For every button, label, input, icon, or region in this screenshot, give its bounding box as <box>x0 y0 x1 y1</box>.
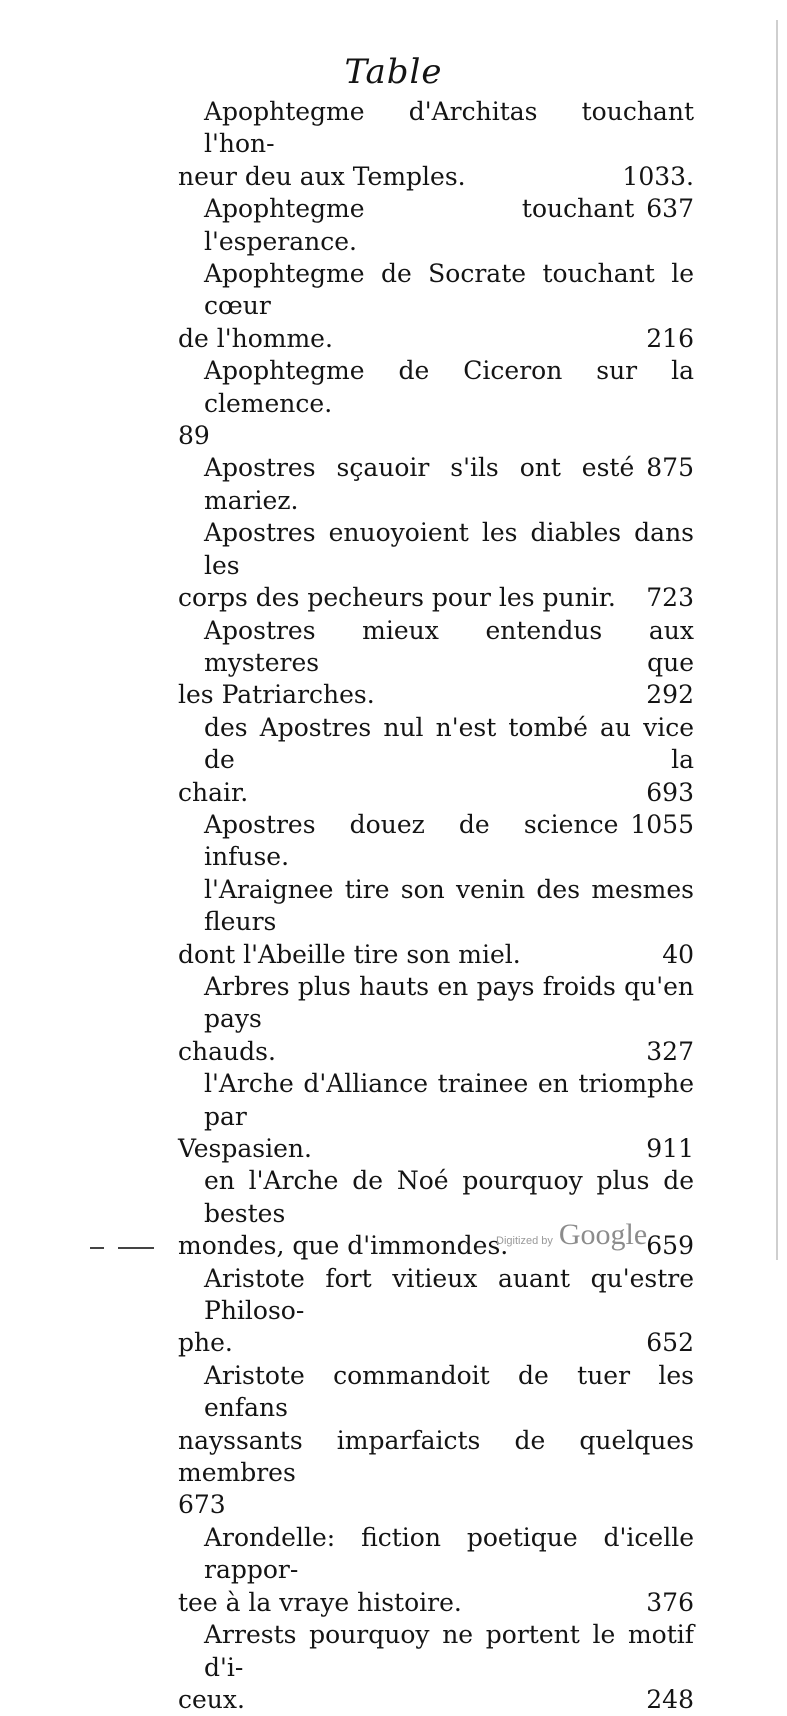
entry-text: Arrests pourquoy ne portent le motif d'i- <box>204 1620 694 1682</box>
page-number: 693 <box>646 777 694 807</box>
page-number: 659 <box>646 1231 694 1261</box>
index-entry <box>178 1263 694 1360</box>
page-number: 376 <box>646 1587 694 1617</box>
page-number: 40 <box>662 939 694 969</box>
index-entry <box>178 971 694 1068</box>
page-number: 1033. <box>622 161 694 191</box>
index-entry <box>178 1522 694 1619</box>
digitization-watermark <box>496 1218 647 1252</box>
entry-text: Apostres mieux entendus aux mysteres que <box>204 615 694 677</box>
page-number: 292 <box>646 680 694 710</box>
entry-text: mondes, que d'immondes. <box>178 1231 509 1261</box>
index-entry <box>178 1360 694 1522</box>
google-logo: Google <box>558 1218 648 1251</box>
index-entries <box>178 96 694 1716</box>
page-number: 723 <box>646 583 694 613</box>
index-entry <box>178 1619 694 1716</box>
index-entry <box>178 615 694 712</box>
entry-text: de l'homme. <box>178 323 333 353</box>
entry-text: neur deu aux Temples. <box>178 161 466 191</box>
entry-text: Apostres douez de science infuse. <box>204 809 619 872</box>
footer-rule-short <box>90 1247 104 1249</box>
entry-text: Apophtegme de Socrate touchant le cœur <box>204 259 694 321</box>
entry-text: l'Arche d'Alliance trainee en triomphe par <box>204 1069 694 1131</box>
entry-text: Aristote fort vitieux auant qu'estre Philoso- <box>204 1263 694 1326</box>
entry-text: chauds. <box>178 1036 276 1066</box>
entry-text: Apostres sçauoir s'ils ont esté mariez. <box>204 453 635 515</box>
entry-text: phe. <box>178 1328 233 1358</box>
page-number: 875 <box>646 453 694 483</box>
entry-text: Arondelle: fiction poetique d'icelle rappor- <box>204 1522 694 1585</box>
entry-text: corps des pecheurs pour les punir. <box>178 583 616 613</box>
entry-text: Apophtegme d'Architas touchant l'hon- <box>204 97 694 159</box>
index-entry <box>178 193 694 258</box>
watermark-prefix: Digitized by <box>496 1235 553 1247</box>
footer-rule <box>118 1247 154 1249</box>
entry-text: Apostres enuoyoient les diables dans les <box>204 518 694 580</box>
page-number: 216 <box>646 323 694 353</box>
index-entry <box>178 712 694 809</box>
index-entry <box>178 517 694 614</box>
entry-text: tee à la vraye histoire. <box>178 1587 462 1617</box>
entry-text: chair. <box>178 777 249 807</box>
running-head: Table <box>344 52 443 92</box>
index-entry <box>178 258 694 355</box>
gutter-mark <box>776 20 778 1260</box>
page-number: 327 <box>646 1036 694 1066</box>
page-number: 673 <box>178 1490 226 1520</box>
entry-text: en l'Arche de Noé pourquoy plus de bestes <box>204 1166 694 1228</box>
page-number: 637 <box>646 194 694 224</box>
page-number: 652 <box>646 1328 694 1358</box>
entry-text: Arbres plus hauts en pays froids qu'en pays <box>204 971 694 1034</box>
index-entry <box>178 355 694 452</box>
entry-text: l'Araignee tire son venin des mesmes fleurs <box>204 874 694 937</box>
index-entry <box>178 1068 694 1165</box>
entry-text: ceux. <box>178 1684 245 1714</box>
page-number: 248 <box>646 1684 694 1714</box>
entry-text: Vespasien. <box>178 1134 312 1163</box>
index-entry <box>178 874 694 971</box>
page-number: 89 <box>178 421 210 451</box>
entry-text: Apophtegme de Ciceron sur la clemence. <box>204 356 694 418</box>
page-number: 1055 <box>630 809 694 839</box>
entry-text: Aristote commandoit de tuer les enfans <box>204 1360 694 1423</box>
entry-text: nayssants imparfaicts de quelques membres <box>178 1425 694 1488</box>
entry-text: les Patriarches. <box>178 680 375 710</box>
index-entry <box>178 96 694 193</box>
entry-text: des Apostres nul n'est tombé au vice de la <box>204 712 694 775</box>
entry-text: dont l'Abeille tire son miel. <box>178 939 521 969</box>
index-entry <box>178 452 694 517</box>
index-entry <box>178 809 694 874</box>
entry-text: Apophtegme touchant l'esperance. <box>204 194 635 256</box>
page-number: 911 <box>646 1134 694 1163</box>
